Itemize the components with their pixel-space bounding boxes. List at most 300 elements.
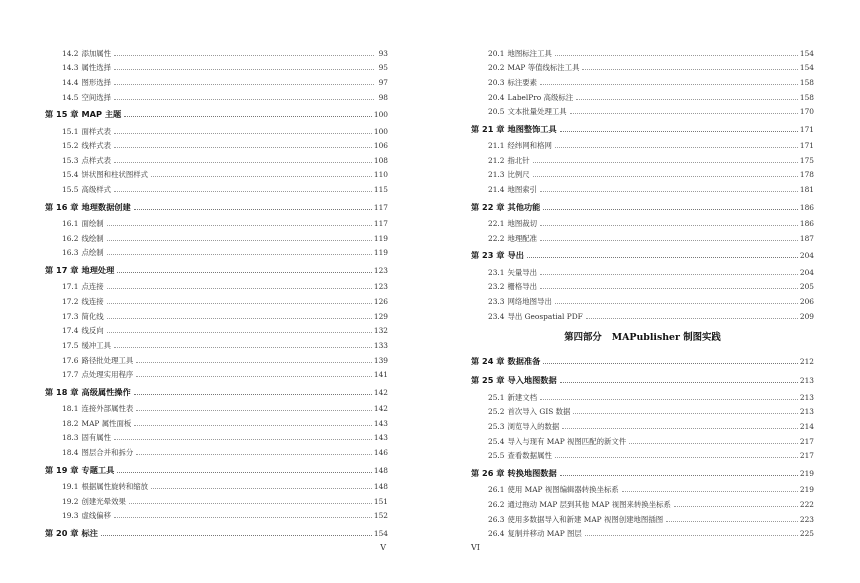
section-number: 25.4 xyxy=(488,436,505,446)
page-number: 158 xyxy=(799,92,814,102)
section-title: 属性选择 xyxy=(81,63,112,73)
toc-section-entry xyxy=(45,280,388,295)
page-footer-number: V xyxy=(380,543,386,552)
dot-leader xyxy=(586,318,798,319)
toc-section-entry xyxy=(471,168,814,183)
section-title: 点连接 xyxy=(81,282,104,292)
page-number: 206 xyxy=(799,296,814,306)
page-number: 204 xyxy=(799,251,814,261)
page-number: 148 xyxy=(373,481,388,491)
toc-chapter-entry xyxy=(45,461,388,480)
chapter-number: 第 15 章 xyxy=(45,109,79,120)
section-title: 点样式表 xyxy=(81,155,112,165)
section-title: 图层合并和拆分 xyxy=(81,448,134,458)
section-number: 21.3 xyxy=(488,170,505,180)
section-title: 导出 Geospatial PDF xyxy=(507,311,583,321)
page-number: 100 xyxy=(373,110,388,120)
section-title: 创建光晕效果 xyxy=(81,496,126,506)
toc-chapter-entry xyxy=(471,464,814,483)
chapter-title: 地理处理 xyxy=(81,265,115,276)
page-number: 154 xyxy=(373,528,388,538)
dot-leader xyxy=(573,413,797,414)
toc-section-entry xyxy=(45,509,388,524)
toc-section-entry xyxy=(471,391,814,406)
page-number: 117 xyxy=(373,219,388,229)
section-number: 23.3 xyxy=(488,296,505,306)
section-number: 14.3 xyxy=(62,63,79,73)
section-title: 导入与现有 MAP 视图匹配的新文件 xyxy=(507,436,627,446)
section-title: 浏览导入的数据 xyxy=(507,422,560,432)
section-title: MAP 等值线标注工具 xyxy=(507,63,580,73)
chapter-number: 第 18 章 xyxy=(45,386,79,397)
section-title: 地理配准 xyxy=(507,233,538,243)
toc-section-entry xyxy=(45,125,388,140)
page-number: 154 xyxy=(799,63,814,73)
page-number: 204 xyxy=(799,267,814,277)
section-number: 17.7 xyxy=(62,370,79,380)
dot-leader xyxy=(107,332,372,333)
toc-chapter-entry xyxy=(471,246,814,265)
section-title: 点绘制 xyxy=(81,248,104,258)
toc-section-entry xyxy=(471,217,814,232)
dot-leader xyxy=(114,99,374,100)
section-number: 25.5 xyxy=(488,451,505,461)
page-number: 175 xyxy=(799,155,814,165)
page-number: 146 xyxy=(373,448,388,458)
toc-section-entry xyxy=(45,154,388,169)
dot-leader xyxy=(114,517,372,518)
section-number: 20.3 xyxy=(488,77,505,87)
page-number: 110 xyxy=(373,170,388,180)
toc-chapter-entry xyxy=(45,524,388,543)
toc-section-entry xyxy=(45,339,388,354)
section-number: 22.2 xyxy=(488,233,505,243)
section-title: 简化线 xyxy=(81,311,104,321)
dot-leader xyxy=(114,69,374,70)
page-number: 123 xyxy=(373,266,388,276)
toc-section-entry xyxy=(45,91,388,106)
toc-section-entry xyxy=(45,295,388,310)
chapter-title: 标注 xyxy=(81,527,98,538)
section-number: 15.1 xyxy=(62,126,79,136)
dot-leader xyxy=(585,535,798,536)
dot-leader xyxy=(555,147,798,148)
section-number: 25.1 xyxy=(488,392,505,402)
dot-leader xyxy=(151,176,372,177)
page-number: 141 xyxy=(373,370,388,380)
section-number: 17.1 xyxy=(62,282,79,292)
page-number: 123 xyxy=(373,282,388,292)
section-title: LabelPro 高级标注 xyxy=(507,92,574,102)
toc-section-entry xyxy=(45,217,388,232)
dot-leader xyxy=(114,55,374,56)
toc-section-entry xyxy=(471,483,814,498)
page-number: 106 xyxy=(373,141,388,151)
section-number: 16.3 xyxy=(62,248,79,258)
page-number: 154 xyxy=(799,48,814,58)
toc-section-entry xyxy=(471,295,814,310)
chapter-title: 地理数据创建 xyxy=(81,201,131,212)
chapter-title: 高级属性操作 xyxy=(81,386,131,397)
dot-leader xyxy=(543,209,798,210)
page-number: 186 xyxy=(799,202,814,212)
page-number: 129 xyxy=(373,311,388,321)
page-number: 222 xyxy=(799,499,814,509)
toc-section-entry xyxy=(471,91,814,106)
section-title: 图形选择 xyxy=(81,77,112,87)
page-number: 95 xyxy=(378,63,388,73)
toc-section-entry xyxy=(45,431,388,446)
dot-leader xyxy=(560,382,798,383)
chapter-number: 第 23 章 xyxy=(471,250,505,261)
left-page-toc xyxy=(45,47,388,544)
page-number: 151 xyxy=(373,496,388,506)
dot-leader xyxy=(114,439,372,440)
dot-leader xyxy=(540,84,798,85)
page-number: 139 xyxy=(373,355,388,365)
page-footer-number: VI xyxy=(471,543,480,552)
page-number: 214 xyxy=(799,422,814,432)
chapter-number: 第 17 章 xyxy=(45,265,79,276)
section-number: 20.5 xyxy=(488,107,505,117)
toc-section-entry xyxy=(45,354,388,369)
toc-section-entry xyxy=(471,139,814,154)
toc-section-entry xyxy=(471,47,814,62)
section-title: 复制并移动 MAP 图层 xyxy=(507,529,582,539)
toc-section-entry xyxy=(45,480,388,495)
section-number: 17.5 xyxy=(62,340,79,350)
page-number: 152 xyxy=(373,511,388,521)
section-number: 15.2 xyxy=(62,141,79,151)
section-number: 18.4 xyxy=(62,448,79,458)
chapter-number: 第 16 章 xyxy=(45,201,79,212)
toc-section-entry xyxy=(45,183,388,198)
toc-section-entry xyxy=(471,232,814,247)
page-number: 119 xyxy=(373,233,388,243)
page-number: 187 xyxy=(799,233,814,243)
dot-leader xyxy=(540,274,798,275)
page-number: 119 xyxy=(373,248,388,258)
toc-section-entry xyxy=(471,154,814,169)
toc-section-entry xyxy=(45,417,388,432)
section-number: 20.4 xyxy=(488,92,505,102)
chapter-title: 地图整饰工具 xyxy=(507,123,557,134)
dot-leader xyxy=(666,521,798,522)
toc-chapter-entry xyxy=(471,198,814,217)
chapter-title: 数据准备 xyxy=(507,356,541,367)
section-title: 线反向 xyxy=(81,326,104,336)
page-number: 93 xyxy=(378,48,388,58)
dot-leader xyxy=(114,162,372,163)
chapter-number: 第 20 章 xyxy=(45,527,79,538)
page-number: 223 xyxy=(799,514,814,524)
page-number: 213 xyxy=(799,376,814,386)
dot-leader xyxy=(124,116,372,117)
section-title: 连接外部属性表 xyxy=(81,404,134,414)
page-number: 213 xyxy=(799,392,814,402)
page-number: 212 xyxy=(799,357,814,367)
section-number: 16.1 xyxy=(62,219,79,229)
right-page-toc xyxy=(471,47,814,542)
section-number: 17.3 xyxy=(62,311,79,321)
dot-leader xyxy=(114,84,374,85)
section-title: 网络地图导出 xyxy=(507,296,552,306)
toc-section-entry xyxy=(471,498,814,513)
chapter-title: 专题工具 xyxy=(81,464,115,475)
section-title: 线绘制 xyxy=(81,233,104,243)
section-title: 面绘制 xyxy=(81,219,104,229)
section-number: 16.2 xyxy=(62,233,79,243)
section-number: 14.4 xyxy=(62,77,79,87)
dot-leader xyxy=(136,454,372,455)
toc-section-entry xyxy=(471,527,814,542)
dot-leader xyxy=(555,303,798,304)
section-number: 21.4 xyxy=(488,185,505,195)
page-number: 205 xyxy=(799,282,814,292)
section-title: 使用 MAP 视图编辑器转换坐标系 xyxy=(507,485,619,495)
page-number: 142 xyxy=(373,404,388,414)
toc-section-entry xyxy=(45,47,388,62)
section-title: 通过拖动 MAP 层到其他 MAP 视图来转换坐标系 xyxy=(507,499,671,509)
page-number: 143 xyxy=(373,418,388,428)
section-number: 14.2 xyxy=(62,48,79,58)
dot-leader xyxy=(674,506,798,507)
chapter-title: MAP 主题 xyxy=(81,109,122,120)
chapter-title: 导入地图数据 xyxy=(507,375,557,386)
section-number: 21.2 xyxy=(488,155,505,165)
section-title: 路径批处理工具 xyxy=(81,355,134,365)
section-title: 空间选择 xyxy=(81,92,112,102)
page-number: 97 xyxy=(378,77,388,87)
page-number: 115 xyxy=(373,185,388,195)
section-number: 26.1 xyxy=(488,485,505,495)
page-number: 209 xyxy=(799,311,814,321)
dot-leader xyxy=(540,288,798,289)
section-number: 17.6 xyxy=(62,355,79,365)
section-title: 新建文档 xyxy=(507,392,538,402)
section-number: 26.4 xyxy=(488,529,505,539)
page-number: 213 xyxy=(799,407,814,417)
dot-leader xyxy=(560,131,798,132)
section-title: 经纬网和格网 xyxy=(507,141,552,151)
toc-section-entry xyxy=(45,446,388,461)
page-number: 178 xyxy=(799,170,814,180)
toc-section-entry xyxy=(471,420,814,435)
toc-chapter-entry xyxy=(471,371,814,390)
toc-section-entry xyxy=(45,61,388,76)
part-label: 第四部分 xyxy=(564,332,602,344)
toc-section-entry xyxy=(45,368,388,383)
section-number: 23.4 xyxy=(488,311,505,321)
section-number: 25.3 xyxy=(488,422,505,432)
page-number: 186 xyxy=(799,219,814,229)
page-number: 133 xyxy=(373,340,388,350)
page-number: 148 xyxy=(373,465,388,475)
page-number: 142 xyxy=(373,387,388,397)
dot-leader xyxy=(107,225,372,226)
section-number: 19.3 xyxy=(62,511,79,521)
section-number: 17.2 xyxy=(62,296,79,306)
section-title: 地图标注工具 xyxy=(507,48,552,58)
part-title: MAPublisher 制图实践 xyxy=(611,332,721,344)
page-number: 126 xyxy=(373,296,388,306)
page-number: 143 xyxy=(373,433,388,443)
section-title: 添加属性 xyxy=(81,48,112,58)
section-number: 23.1 xyxy=(488,267,505,277)
chapter-number: 第 25 章 xyxy=(471,375,505,386)
toc-section-entry xyxy=(45,324,388,339)
dot-leader xyxy=(540,240,798,241)
page-number: 171 xyxy=(799,141,814,151)
section-title: 虚线偏移 xyxy=(81,511,112,521)
page-number: 171 xyxy=(799,124,814,134)
section-number: 15.3 xyxy=(62,155,79,165)
dot-leader xyxy=(543,363,798,364)
section-number: 14.5 xyxy=(62,92,79,102)
section-title: 指北针 xyxy=(507,155,530,165)
chapter-number: 第 24 章 xyxy=(471,356,505,367)
section-number: 17.4 xyxy=(62,326,79,336)
toc-section-entry xyxy=(471,61,814,76)
section-number: 19.2 xyxy=(62,496,79,506)
section-title: 根据属性旋转和缩放 xyxy=(81,481,149,491)
dot-leader xyxy=(107,254,372,255)
dot-leader xyxy=(533,162,798,163)
toc-section-entry xyxy=(471,449,814,464)
section-title: 线样式表 xyxy=(81,141,112,151)
page-number: 217 xyxy=(799,436,814,446)
dot-leader xyxy=(107,240,372,241)
page-number: 158 xyxy=(799,77,814,87)
toc-section-entry xyxy=(45,232,388,247)
section-title: 面样式表 xyxy=(81,126,112,136)
toc-section-entry xyxy=(45,246,388,261)
section-title: 线连接 xyxy=(81,296,104,306)
dot-leader xyxy=(101,535,372,536)
dot-leader xyxy=(107,318,372,319)
toc-section-entry xyxy=(471,266,814,281)
dot-leader xyxy=(151,488,372,489)
dot-leader xyxy=(114,133,372,134)
section-title: 缓冲工具 xyxy=(81,340,112,350)
chapter-title: 其他功能 xyxy=(507,201,541,212)
section-number: 18.3 xyxy=(62,433,79,443)
page-number: 108 xyxy=(373,155,388,165)
dot-leader xyxy=(555,457,798,458)
toc-section-entry xyxy=(471,76,814,91)
dot-leader xyxy=(136,410,372,411)
toc-chapter-entry xyxy=(45,105,388,124)
toc-section-entry xyxy=(471,435,814,450)
toc-section-entry xyxy=(45,76,388,91)
section-title: 文本批量处理工具 xyxy=(507,107,567,117)
section-title: 使用多数据导入和新建 MAP 视图创建地图插图 xyxy=(507,514,664,524)
section-title: 比例尺 xyxy=(507,170,530,180)
section-number: 26.3 xyxy=(488,514,505,524)
dot-leader xyxy=(136,362,372,363)
chapter-title: 转换地图数据 xyxy=(507,468,557,479)
section-number: 20.2 xyxy=(488,63,505,73)
section-number: 15.4 xyxy=(62,170,79,180)
section-number: 15.5 xyxy=(62,185,79,195)
toc-section-entry xyxy=(471,513,814,528)
section-number: 18.1 xyxy=(62,404,79,414)
dot-leader xyxy=(555,55,798,56)
page-number: 219 xyxy=(799,485,814,495)
section-number: 18.2 xyxy=(62,418,79,428)
toc-chapter-entry xyxy=(45,383,388,402)
section-title: 地图索引 xyxy=(507,185,538,195)
section-title: 饼状图和柱状图样式 xyxy=(81,170,149,180)
toc-section-entry xyxy=(45,168,388,183)
dot-leader xyxy=(129,503,372,504)
page-number: 132 xyxy=(373,326,388,336)
page-number: 98 xyxy=(378,92,388,102)
dot-leader xyxy=(527,257,798,258)
section-title: MAP 属性面板 xyxy=(81,418,132,428)
chapter-title: 导出 xyxy=(507,250,524,261)
section-title: 矢量导出 xyxy=(507,267,538,277)
dot-leader xyxy=(134,209,372,210)
page-number: 225 xyxy=(799,529,814,539)
toc-section-entry xyxy=(471,405,814,420)
section-number: 23.2 xyxy=(488,282,505,292)
dot-leader xyxy=(540,399,798,400)
section-number: 19.1 xyxy=(62,481,79,491)
dot-leader xyxy=(107,303,372,304)
dot-leader xyxy=(114,147,372,148)
dot-leader xyxy=(134,425,372,426)
page-number: 100 xyxy=(373,126,388,136)
dot-leader xyxy=(622,491,798,492)
section-title: 固有属性 xyxy=(81,433,112,443)
section-number: 21.1 xyxy=(488,141,505,151)
dot-leader xyxy=(136,376,372,377)
page-number: 170 xyxy=(799,107,814,117)
toc-chapter-entry xyxy=(45,261,388,280)
chapter-number: 第 22 章 xyxy=(471,201,505,212)
page-number: 181 xyxy=(799,185,814,195)
section-title: 点处理实用程序 xyxy=(81,370,134,380)
chapter-number: 第 26 章 xyxy=(471,468,505,479)
dot-leader xyxy=(540,191,798,192)
dot-leader xyxy=(576,99,798,100)
dot-leader xyxy=(570,113,798,114)
section-title: 首次导入 GIS 数据 xyxy=(507,407,571,417)
dot-leader xyxy=(562,428,798,429)
dot-leader xyxy=(629,443,798,444)
section-number: 20.1 xyxy=(488,48,505,58)
toc-chapter-entry xyxy=(45,198,388,217)
toc-section-entry xyxy=(45,139,388,154)
section-number: 25.2 xyxy=(488,407,505,417)
toc-section-entry xyxy=(45,495,388,510)
dot-leader xyxy=(117,472,372,473)
toc-section-entry xyxy=(45,402,388,417)
part-heading xyxy=(471,324,814,352)
dot-leader xyxy=(560,475,798,476)
dot-leader xyxy=(114,191,372,192)
toc-chapter-entry xyxy=(471,352,814,371)
section-title: 高级样式 xyxy=(81,185,112,195)
dot-leader xyxy=(117,272,372,273)
dot-leader xyxy=(533,176,798,177)
page-number: 117 xyxy=(373,202,388,212)
section-number: 26.2 xyxy=(488,499,505,509)
toc-chapter-entry xyxy=(471,120,814,139)
page-number: 217 xyxy=(799,451,814,461)
section-title: 栅格导出 xyxy=(507,282,538,292)
